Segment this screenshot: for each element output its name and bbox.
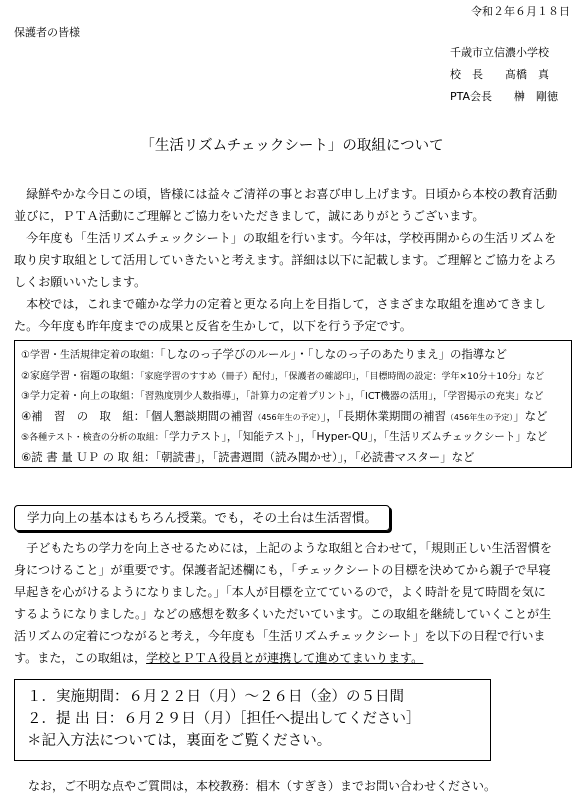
pta-president-name: PTA会長 榊 剛徳 [450, 90, 559, 103]
schedule-submission: ２．提 出 日：６月２９日（月）［担任へ提出してください］ [27, 711, 421, 727]
list-item [21, 447, 571, 468]
initiative-text: 「学力テスト」，「知能テスト」，「Hyper-QU」，「生活リズムチェックシート」など [163, 431, 548, 443]
text-segment: す。また，この取組は， [14, 651, 147, 665]
initiative-label: ④補 習 の 取 組： [21, 408, 146, 423]
principal-name: 校 長 髙橋 真 [450, 68, 549, 81]
initiative-label: ⑥読 書 量 ＵＰ の 取 組： [21, 449, 156, 464]
key-message-callout: 学力向上の基本はもちろん授業。でも，その土台は生活習慣。 [14, 505, 390, 531]
list-item [21, 385, 571, 406]
school-name: 千歳市立信濃小学校 [450, 46, 549, 59]
text-line: 並びに，ＰＴＡ活動にご理解とご協力をいただきまして，誠にありがとうございます。 [14, 209, 485, 223]
text-line: 本校では，これまで確かな学力の定着と更なる向上を目指して，さまざまな取組を進めてきまし [26, 297, 546, 311]
text-line: 子どもたちの学力を向上させるためには，上記のような取組と合わせて，「規則正しい生活習慣を [26, 541, 552, 555]
grade-note: （456年生の予定） [253, 412, 321, 422]
text-line: するようになりました。」などの感想を数多くいただいています。この取組を継続していくことが生 [14, 607, 552, 621]
text-line: 緑鮮やかな今日この頃，皆様には益々ご清祥の事とお喜び申し上げます。日頃から本校の教育活動 [26, 187, 558, 201]
contact-footer: なお，ご不明な点やご質問は，本校教務：椙木（すぎき）までお問い合わせください。 [28, 779, 497, 793]
text-line [14, 647, 576, 669]
text-line: 早起きを心がけるようになりました。」「本人が目標を立てているので，よく時計を見て時間を気に [14, 585, 546, 599]
list-item [21, 365, 571, 386]
initiative-label: ②家庭学習・宿題の取組： [21, 370, 140, 382]
schedule-box [14, 679, 491, 761]
intro-paragraph-1 [14, 183, 576, 227]
list-item [21, 344, 571, 365]
schedule-period: １．実施期間：６月２２日（月）～２６日（金）の５日間 [27, 689, 404, 705]
initiative-text: 「習熟度別少人数指導」，「計算力の定着プリント」，「ICT機器の活用」，「学習掲示の充実」など [139, 391, 544, 402]
initiatives-list [14, 340, 572, 468]
schedule-note: ＊記入方法については，裏面をご覧ください。 [27, 733, 332, 749]
issue-date: 令和２年６月１８日 [471, 5, 570, 18]
initiative-text: 「家庭学習のすすめ（冊子）配付」，「保護者の確認印」，「目標時間の設定：学年×10分＋10分」など [139, 371, 545, 382]
initiative-text: 」，「長期休業期間の補習 [320, 408, 446, 423]
initiative-text: 「個人懇談期間の補習 [145, 408, 254, 423]
initiative-label: ①学習・生活規律定着の取組： [21, 350, 160, 361]
text-line: た。今年度も昨年度までの成果と反省を生かして，以下を行う予定です。 [14, 319, 412, 333]
initiative-text: 「朝読書」，「読書週間（読み聞かせ）」，「必読書マスター」など [155, 449, 475, 464]
grade-note: （456年生の予定） [445, 412, 514, 422]
text-line: 今年度も「生活リズムチェックシート」の取組を行います。今年は，学校再開からの生活リズムを [26, 231, 557, 245]
initiative-label: ③学力定着・向上の取組： [21, 391, 140, 402]
initiative-text: 」など [513, 408, 548, 423]
intro-paragraph-2 [14, 227, 576, 293]
initiative-label: ⑤各種テスト・検査の分析の取組： [21, 433, 164, 443]
list-item [21, 426, 571, 447]
document-title: 「生活リズムチェックシート」の取組について [140, 138, 444, 154]
addressee: 保護者の皆様 [14, 26, 80, 39]
intro-paragraph-3 [14, 293, 576, 337]
text-line: しくお願いいたします。 [14, 275, 147, 289]
text-line: 活リズムの定着につながると考え，今年度も「生活リズムチェックシート」を以下の日程で行いま [14, 629, 546, 643]
text-line: 取り戻す取組として活用していきたいと考えます。詳細は以下に記載します。ご理解とご協力をよろ [14, 253, 557, 267]
underlined-text: 学校とＰＴＡ役員とが連携して進めてまいります。 [146, 651, 424, 665]
initiative-text: 「しなのっ子学びのルール」・「しなのっ子のあたりまえ」の指導など [159, 347, 507, 361]
text-line: 身につけること」が重要です。保護者記述欄にも，「チェックシートの目標を決めてから親子で早寝 [14, 563, 551, 577]
main-paragraph [14, 537, 576, 669]
list-item [21, 406, 571, 427]
